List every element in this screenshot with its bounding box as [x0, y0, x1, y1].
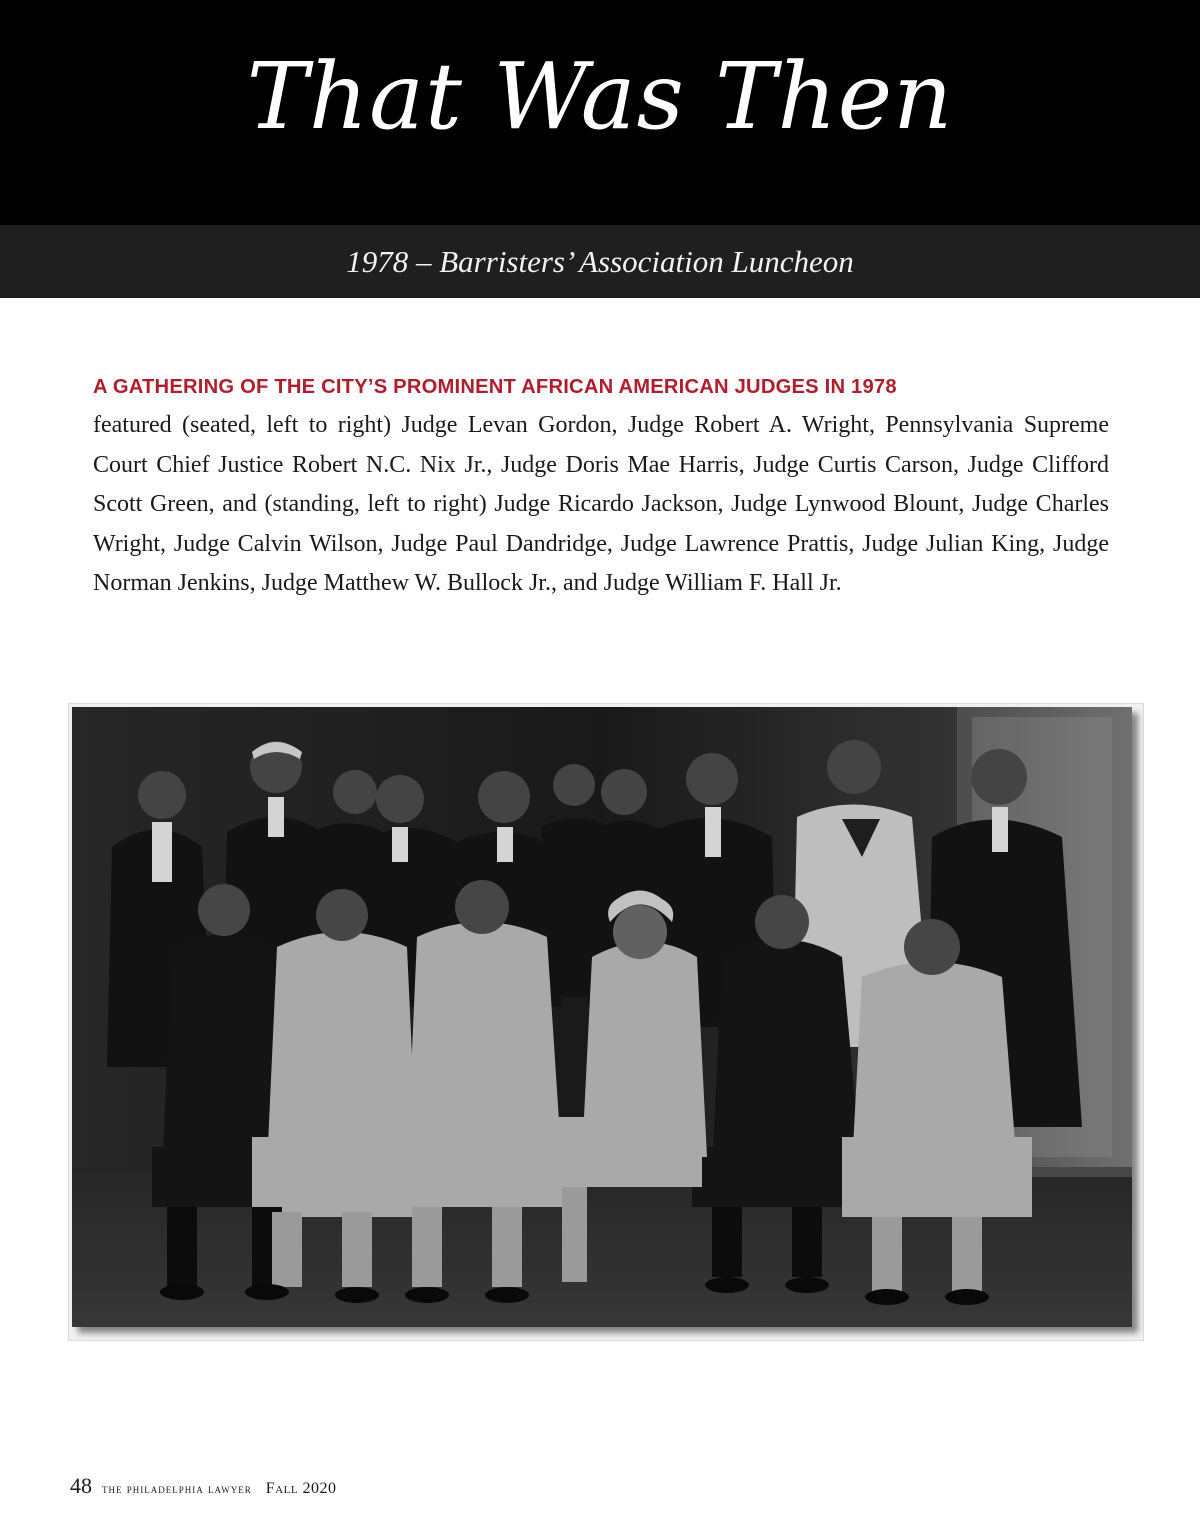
page-subtitle: 1978 – Barristers’ Association Luncheon	[346, 244, 854, 279]
publication-name: the philadelphia lawyer	[102, 1481, 252, 1496]
photo-frame	[68, 703, 1144, 1341]
article-lead: A GATHERING OF THE CITY’S PROMINENT AFRICAN AMERICAN JUDGES IN 1978	[93, 376, 897, 398]
page-footer	[70, 1473, 337, 1503]
issue-label: Fall 2020	[265, 1480, 337, 1497]
article	[93, 368, 1109, 604]
group-photo	[72, 707, 1132, 1327]
article-paragraph	[93, 368, 1109, 604]
page-number: 48	[70, 1473, 92, 1498]
subtitle-bar	[0, 225, 1200, 298]
page-title: That Was Then	[246, 43, 954, 150]
group-photo-image	[72, 707, 1132, 1327]
masthead	[0, 0, 1200, 225]
article-body: featured (seated, left to right) Judge Levan Gordon, Judge Robert A. Wright, Pennsylvania Supreme Court Chief Justice Robert N.C. Nix Jr., Judge Doris Mae Harris, Judge Curtis Carson, Judge Clifford Scott Green, and (standing, left to right) Judge Ricardo Jackson, Judge Lynwood Blount, Judge Charles Wright, Judge Calvin Wilson, Judge Paul Dandridge, Judge Lawrence Prattis, Judge Julian King, Judge Norman Jenkins, Judge Matthew W. Bullock Jr., and Judge William F. Hall Jr.	[93, 412, 1109, 597]
